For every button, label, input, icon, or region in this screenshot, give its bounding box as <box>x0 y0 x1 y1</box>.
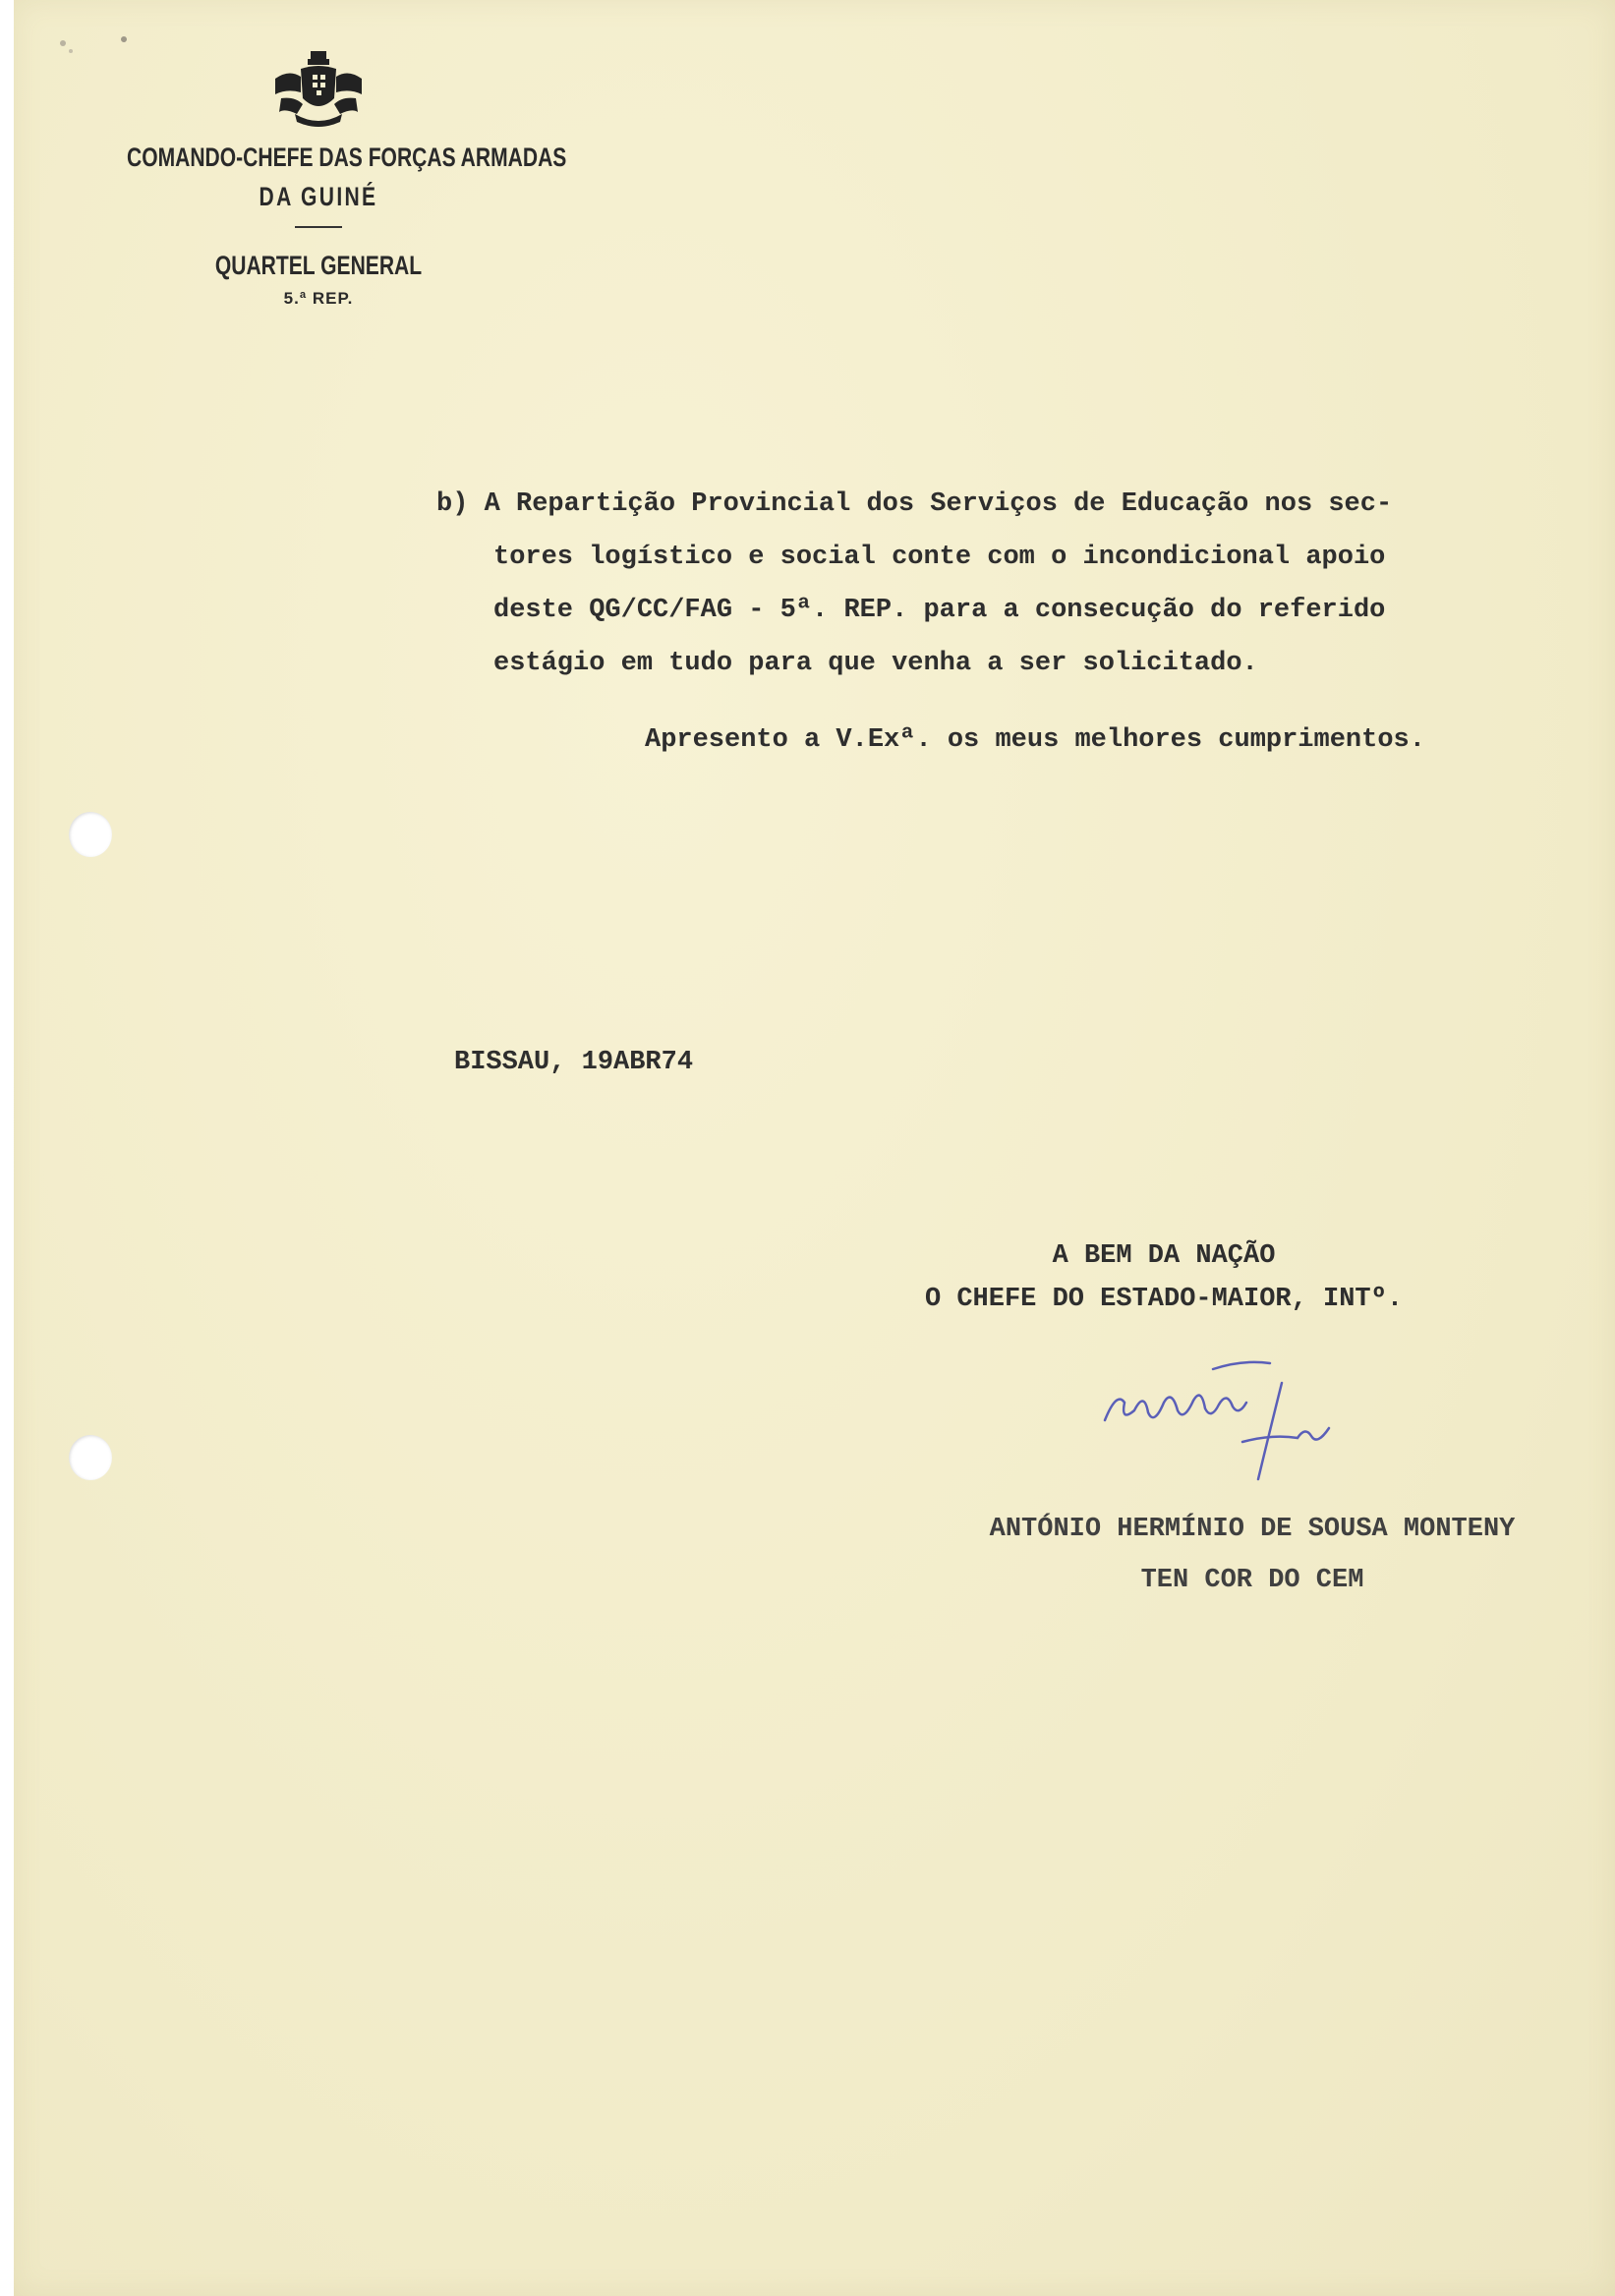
signature-heading-line-1: A BEM DA NAÇÃO <box>1052 1241 1276 1271</box>
signature-heading-line-2: O CHEFE DO ESTADO-MAIOR, INTº. <box>924 1285 1404 1314</box>
punch-hole-top <box>69 812 112 857</box>
body-paragraph <box>436 478 1392 690</box>
paragraph-line-1: b) A Repartição Provincial dos Serviços de Educação nos sec- <box>436 489 1393 519</box>
paragraph-line-3: deste QG/CC/FAG - 5ª. REP. para a consecução do referido <box>493 596 1386 625</box>
paragraph-line-2: tores logístico e social conte com o incondicional apoio <box>493 543 1386 572</box>
letterhead-line-1: COMANDO-CHEFE DAS FORÇAS ARMADAS <box>127 143 567 172</box>
document-page <box>14 0 1615 2296</box>
signatory-block <box>898 1504 1606 1606</box>
signature-heading <box>780 1234 1547 1321</box>
letterhead-divider <box>295 226 342 228</box>
signatory-name: ANTÓNIO HERMÍNIO DE SOUSA MONTENY <box>989 1515 1516 1544</box>
letterhead-line-2: DA GUINÉ <box>259 182 378 211</box>
letterhead-line-4: 5.ª REP. <box>283 289 354 308</box>
place-date: BISSAU, 19ABR74 <box>454 1048 694 1077</box>
coat-of-arms-icon <box>271 49 366 128</box>
closing-line: Apresento a V.Exª. os meus melhores cumprimentos. <box>645 725 1425 755</box>
letterhead-line-3: QUARTEL GENERAL <box>214 251 423 280</box>
punch-hole-bottom <box>69 1435 112 1480</box>
signatory-rank: TEN COR DO CEM <box>1140 1566 1364 1595</box>
paragraph-line-4: estágio em tudo para que venha a ser solicitado. <box>493 649 1258 678</box>
letterhead <box>73 49 567 309</box>
handwritten-signature <box>1095 1351 1351 1489</box>
